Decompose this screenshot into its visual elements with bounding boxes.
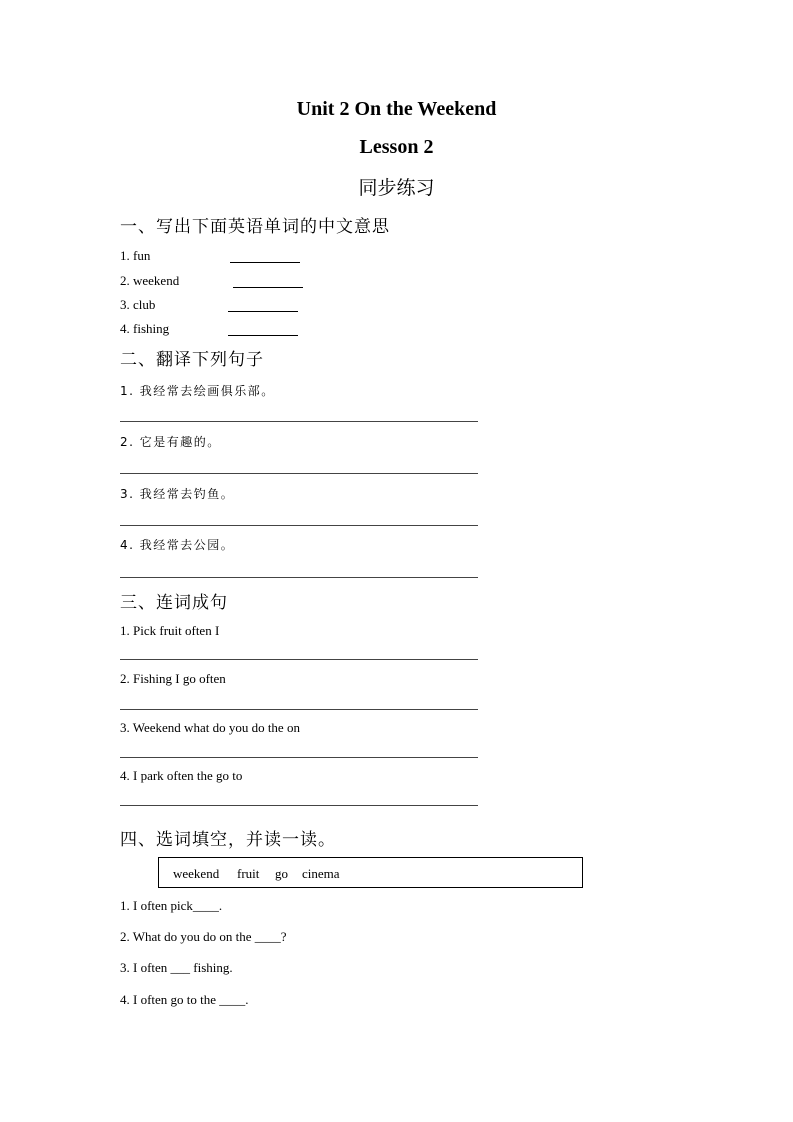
section4-item: 4. I often go to the ____.	[120, 992, 249, 1007]
word-bank-word: cinema	[302, 866, 340, 881]
section2-item: 3. 我经常去钓鱼。	[120, 487, 235, 501]
section3-item: 2. Fishing I go often	[120, 671, 226, 686]
page-title: Unit 2 On the Weekend	[296, 98, 497, 120]
answer-line[interactable]	[120, 473, 478, 474]
word-bank-word: go	[275, 866, 288, 881]
section1-item: 1. fun	[120, 248, 151, 263]
section1-blank[interactable]	[230, 262, 300, 263]
section1-heading: 一、写出下面英语单词的中文意思	[120, 217, 390, 237]
answer-line[interactable]	[120, 757, 478, 758]
page-subtitle: 同步练习	[358, 177, 435, 199]
section1-blank[interactable]	[228, 335, 298, 336]
section2-item: 4. 我经常去公园。	[120, 538, 235, 552]
answer-line[interactable]	[120, 525, 478, 526]
section4-item: 1. I often pick____.	[120, 898, 223, 913]
word-bank-box	[158, 857, 583, 888]
section2-heading: 二、翻译下列句子	[120, 350, 264, 370]
answer-line[interactable]	[120, 709, 478, 710]
lesson-title: Lesson 2	[359, 136, 434, 158]
section3-item: 3. Weekend what do you do the on	[120, 720, 300, 735]
section1-blank[interactable]	[228, 311, 298, 312]
section4-heading: 四、选词填空，并读一读。	[120, 830, 336, 850]
section1-item: 3. club	[120, 297, 156, 312]
answer-line[interactable]	[120, 421, 478, 422]
section4-item: 3. I often ___ fishing.	[120, 960, 233, 975]
word-bank-word: fruit	[237, 866, 260, 881]
section2-item: 2. 它是有趣的。	[120, 435, 221, 449]
section3-item: 4. I park often the go to	[120, 768, 243, 783]
section4-item: 2. What do you do on the ____?	[120, 929, 287, 944]
answer-line[interactable]	[120, 577, 478, 578]
answer-line[interactable]	[120, 659, 478, 660]
section1-blank[interactable]	[233, 287, 303, 288]
answer-line[interactable]	[120, 805, 478, 806]
section3-item: 1. Pick fruit often I	[120, 623, 220, 638]
section2-item: 1. 我经常去绘画俱乐部。	[120, 384, 275, 398]
section1-item: 2. weekend	[120, 273, 180, 288]
word-bank-word: weekend	[173, 866, 220, 881]
section3-heading: 三、连词成句	[120, 593, 228, 613]
section1-item: 4. fishing	[120, 321, 170, 336]
